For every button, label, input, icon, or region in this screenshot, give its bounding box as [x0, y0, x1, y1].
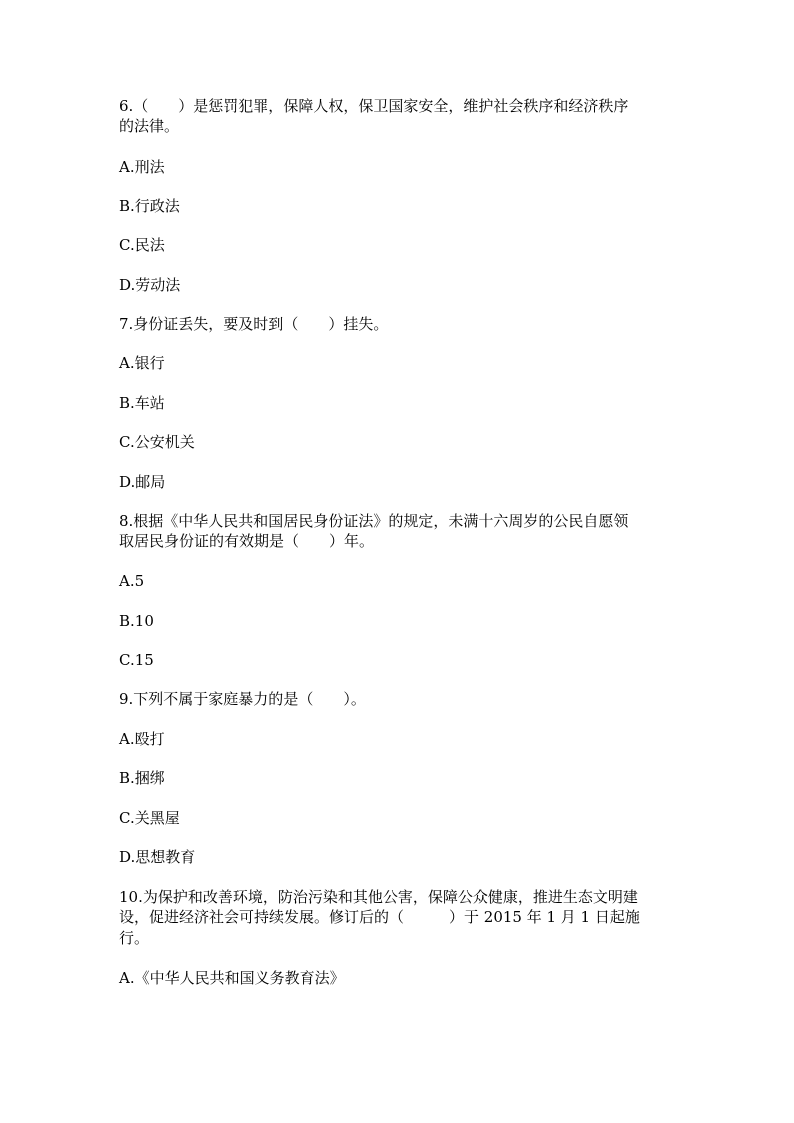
question-8-stem-line-1: 8.根据《中华人民共和国居民身份证法》的规定，未满十六周岁的公民自愿领 — [119, 512, 629, 530]
question-6-option-b: B.行政法 — [119, 197, 180, 215]
question-9-option-a: A.殴打 — [119, 730, 165, 748]
question-9-stem-line-1: 9.下列不属于家庭暴力的是（ ）。 — [119, 690, 366, 708]
question-7-option-d: D.邮局 — [119, 473, 166, 491]
question-10-stem-line-3: 行。 — [119, 929, 150, 947]
question-6-stem-line-1: 6.（ ）是惩罚犯罪，保障人权，保卫国家安全，维护社会秩序和经济秩序 — [119, 97, 629, 115]
question-8-option-c: C.15 — [119, 651, 154, 669]
question-6-option-c: C.民法 — [119, 236, 165, 254]
question-6-stem-line-2: 的法律。 — [119, 117, 180, 135]
question-9-option-d: D.思想教育 — [119, 848, 196, 866]
question-9-option-b: B.捆绑 — [119, 769, 165, 787]
question-6-option-d: D.劳动法 — [119, 276, 181, 294]
question-9-option-c: C.关黑屋 — [119, 809, 180, 827]
question-8-option-a: A.5 — [119, 572, 145, 590]
question-7-option-a: A.银行 — [119, 354, 165, 372]
question-8-stem-line-2: 取居民身份证的有效期是（ ）年。 — [119, 532, 375, 550]
question-7-stem-line-1: 7.身份证丢失，要及时到（ ）挂失。 — [119, 315, 389, 333]
question-8-option-b: B.10 — [119, 612, 154, 630]
question-10-stem-line-2: 设，促进经济社会可持续发展。修订后的（ ）于 2015 年 1 月 1 日起施 — [119, 908, 640, 926]
question-7-option-c: C.公安机关 — [119, 433, 195, 451]
question-10-option-a: A.《中华人民共和国义务教育法》 — [119, 969, 345, 987]
question-6-option-a: A.刑法 — [119, 158, 165, 176]
question-10-stem-line-1: 10.为保护和改善环境，防治污染和其他公害，保障公众健康，推进生态文明建 — [119, 888, 638, 906]
question-7-option-b: B.车站 — [119, 394, 165, 412]
